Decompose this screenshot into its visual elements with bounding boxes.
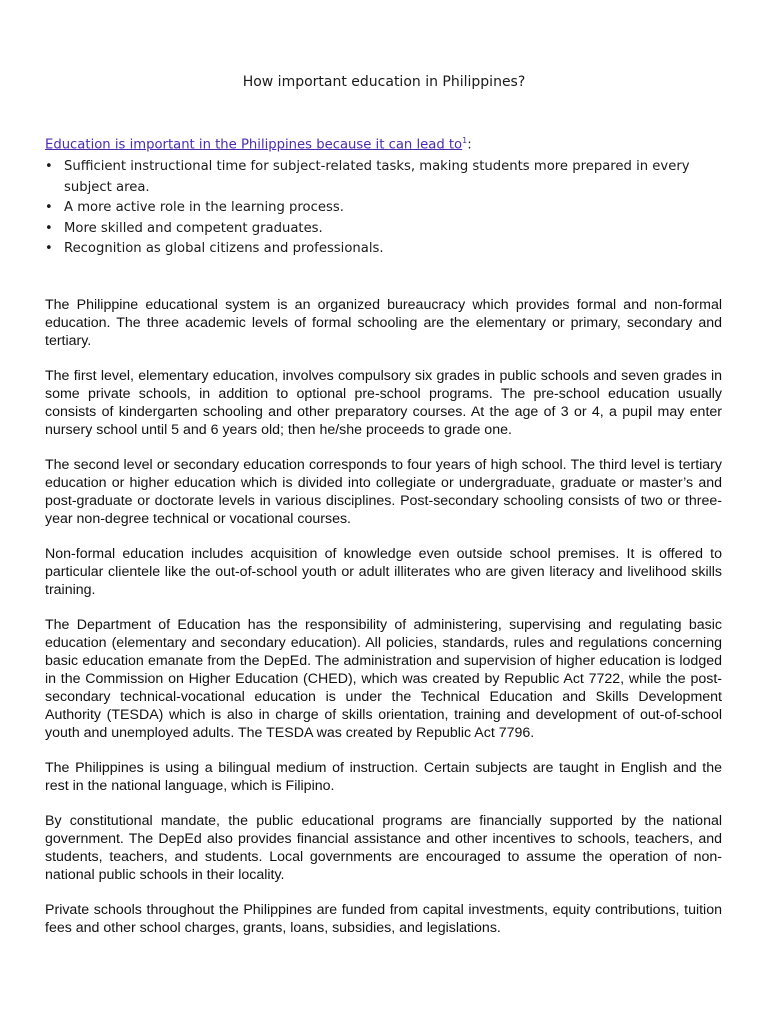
list-item: • A more active role in the learning process. <box>45 198 695 219</box>
paragraph: The Department of Education has the responsibility of administering, supervising and regulating basic education (elementary and secondary education). All policies, standards, rules and regulations concerning basic education emanate from the DepEd. The administration and supervision of higher education is lodged in the Commission on Higher Education (CHED), which was created by Republic Act 7722, while the post-secondary technical-vocational education is under the Technical Education and Skills Development Authority (TESDA) which is also in charge of skills orientation, training and development of out-of-school youth and unemployed adults. The TESDA was created by Republic Act 7796. <box>45 617 722 741</box>
paragraph: The Philippines is using a bilingual medium of instruction. Certain subjects are taught in English and the rest in the national language, which is Filipino. <box>45 760 722 794</box>
intro-line <box>45 136 725 152</box>
intro-colon: : <box>467 137 472 153</box>
document-title: How important education in Philippines? <box>242 74 526 90</box>
paragraph: The first level, elementary education, involves compulsory six grades in public schools and seven grades in some private schools, in addition to optional pre-school programs. The pre-school education usually consists of kindergarten schooling and other preparatory courses. At the age of 3 or 4, a pupil may enter nursery school until 5 and 6 years old; then he/she proceeds to grade one. <box>45 368 722 438</box>
list-item: • More skilled and competent graduates. <box>45 219 695 240</box>
paragraph: Non-formal education includes acquisition of knowledge even outside school premises. It is offered to particular clientele like the out-of-school youth or adult illiterates who are given literacy and livelihood skills training. <box>45 546 722 598</box>
paragraph: Private schools throughout the Philippines are funded from capital investments, equity contributions, tuition fees and other school charges, grants, loans, subsidies, and legislations. <box>45 902 722 936</box>
list-item: • Sufficient instructional time for subject-related tasks, making students more prepared in every subject area. <box>45 157 695 198</box>
intro-link[interactable]: Education is important in the Philippines because it can lead to <box>45 137 463 153</box>
list-item: • Recognition as global citizens and professionals. <box>45 239 695 260</box>
body-text <box>45 296 722 954</box>
paragraph: By constitutional mandate, the public educational programs are financially supported by the national government. The DepEd also provides financial assistance and other incentives to schools, teachers, and students, teachers, and students. Local governments are encouraged to assume the operation of non-national public schools in their locality. <box>45 813 722 883</box>
footnote-marker[interactable]: 1 <box>462 136 468 145</box>
benefits-list <box>45 157 695 260</box>
paragraph: The Philippine educational system is an organized bureaucracy which provides formal and non-formal education. The three academic levels of formal schooling are the elementary or primary, secondary and tertiary. <box>45 297 722 349</box>
paragraph: The second level or secondary education corresponds to four years of high school. The third level is tertiary education or higher education which is divided into collegiate or undergraduate, graduate or master’s and post-graduate or doctorate levels in various disciplines. Post-secondary schooling consists of two or three-year non-degree technical or vocational courses. <box>45 457 722 527</box>
